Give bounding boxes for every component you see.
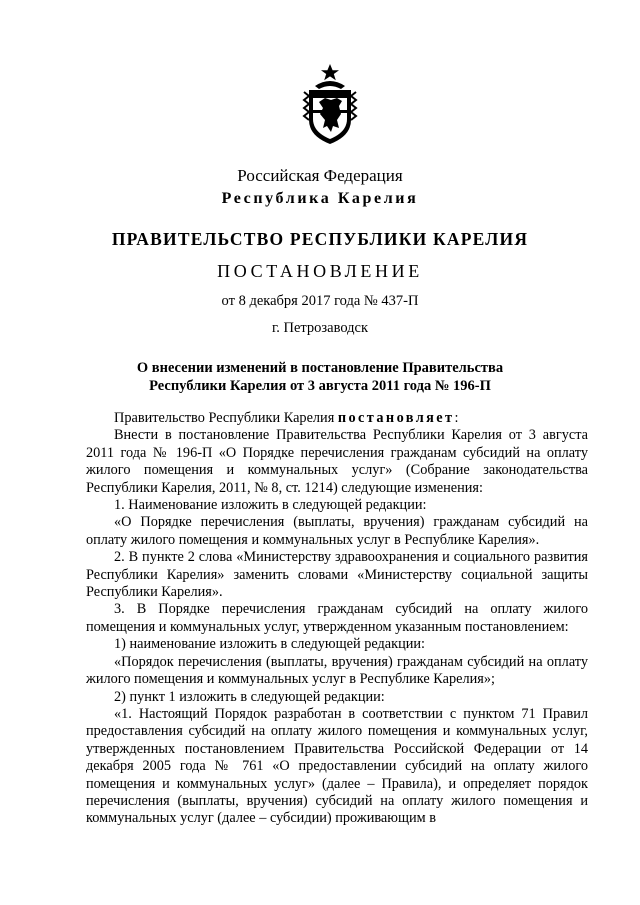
body-paragraph: 3. В Порядке перечисления гражданам субсидий на оплату жилого помещения и коммунальных услуг, утвержденном указанным постановлением: — [86, 601, 588, 635]
document-date: от 8 декабря 2017 года № 437-П — [221, 293, 419, 309]
body-paragraph: 1) наименование изложить в следующей редакции: — [114, 636, 425, 653]
body-paragraph: 2) пункт 1 изложить в следующей редакции: — [114, 688, 385, 705]
decree-word: постановляет — [337, 410, 455, 426]
document-city: г. Петрозаводск — [271, 320, 369, 336]
title-line-2: Республики Карелия от 3 августа 2011 года № 196-П — [149, 378, 491, 394]
karelia-coat-of-arms-icon — [301, 62, 359, 146]
body-paragraph: 1. Наименование изложить в следующей редакции: — [114, 497, 427, 514]
government-name: ПРАВИТЕЛЬСТВО РЕСПУБЛИКИ КАРЕЛИЯ — [111, 229, 529, 249]
body-paragraph: «О Порядке перечисления (выплаты, вручения) гражданам субсидий на оплату жилого помещения и коммунальных услуг в Республике Карелия». — [86, 514, 588, 548]
body-paragraph: Внести в постановление Правительства Республики Карелия от 3 августа 2011 года № 196-П «О Порядке перечисления гражданам субсидий на оплату жилого помещения и коммунальных услуг» (Собрание законодательства Республики Карелия, 2011, № 8, ст. 1214) следующие изменения: — [86, 427, 588, 496]
body-paragraph: 2. В пункте 2 слова «Министерству здравоохранения и социального развития Республики Карелия» заменить словами «Министерству социальной защиты Республики Карелия». — [86, 549, 588, 601]
body-paragraph: «Порядок перечисления (выплаты, вручения) гражданам субсидий на оплату жилого помещения и коммунальных услуг в Республике Карелия»; — [86, 653, 588, 688]
republic-name: Республика Карелия — [221, 190, 419, 207]
document-type: ПОСТАНОВЛЕНИЕ — [217, 261, 423, 281]
decree-suffix: : — [454, 410, 459, 426]
body-paragraph: «1. Настоящий Порядок разработан в соответствии с пунктом 71 Правил предоставления субсидий на оплату жилого помещения и коммунальных услуг, утвержденных постановлением Правительства Российской Федерации от 14 декабря 2005 года № 761 «О предоставлении субсидий на оплату жилого помещения и коммунальных услуг» (далее – Правила), и определяет порядок перечисления (выплаты, вручения) субсидий на оплату жилого помещения и коммунальных услуг (далее – субсидии) проживающим в — [86, 705, 588, 827]
document-title — [0, 359, 640, 395]
document-body — [86, 410, 588, 828]
title-line-1: О внесении изменений в постановление Правительства — [136, 360, 504, 376]
country-name: Российская Федерация — [237, 166, 403, 185]
decree-prefix: Правительство Республики Карелия — [114, 410, 338, 426]
decree-paragraph — [86, 410, 588, 427]
